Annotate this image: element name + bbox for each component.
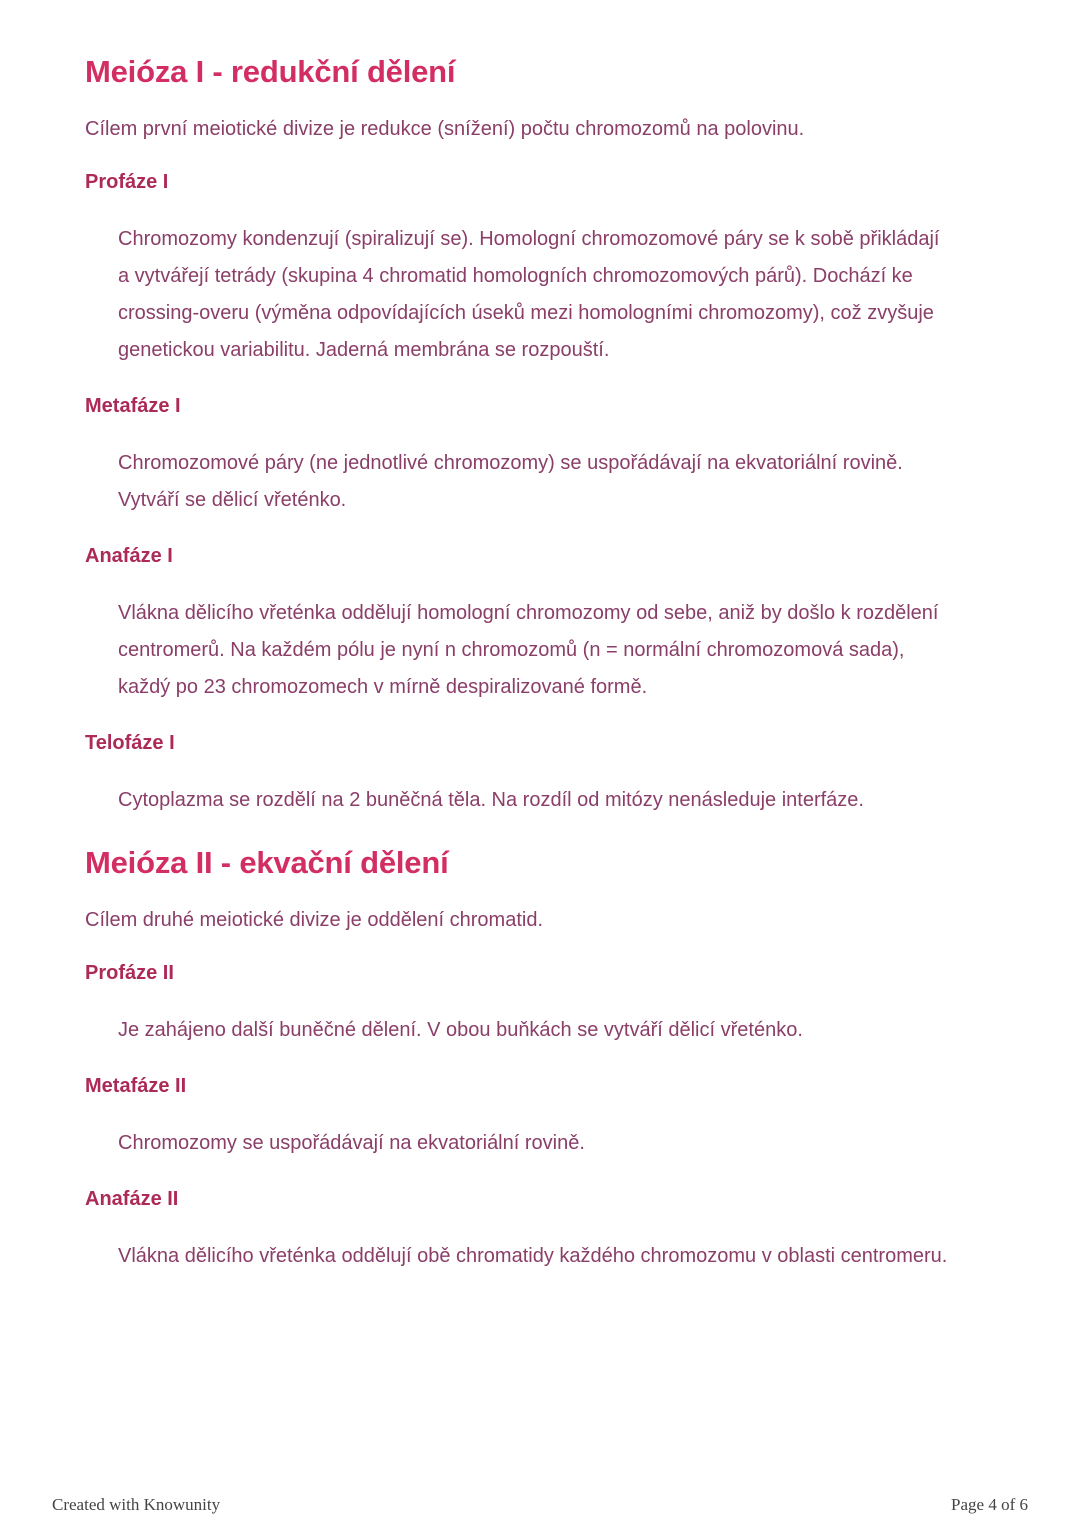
section-intro-meioza-1: Cílem první meiotické divize je redukce (snížení) počtu chromozomů na polovinu. bbox=[85, 118, 805, 140]
section-intro-meioza-2: Cílem druhé meiotické divize je oddělení chromatid. bbox=[85, 909, 543, 931]
phase-heading-metafaze-1: Metafáze I bbox=[85, 395, 181, 417]
page-footer bbox=[52, 1495, 1028, 1515]
section-meioza-1 bbox=[85, 52, 990, 819]
phase-heading-anafaze-1: Anafáze I bbox=[85, 545, 173, 567]
phase-text-metafaze-2: Chromozomy se uspořádávají na ekvatoriální rovině. bbox=[118, 1132, 585, 1154]
phase-text-anafaze-1: Vlákna dělicího vřeténka oddělují homologní chromozomy od sebe, aniž by došlo k rozdělení centromerů. Na každém pólu je nyní n chromozomů (n = normální chromozomová sada), každý po 23 chromozomech v mírně despiralizované formě. bbox=[118, 602, 939, 698]
phase-text-profaze-1: Chromozomy kondenzují (spiralizují se). Homologní chromozomové páry se k sobě přikládají a vytvářejí tetrády (skupina 4 chromatid homologních chromozomových párů). Dochází ke crossing-overu (výměna odpovídajících úseků mezi homologními chromozomy), což zvyšuje genetickou variabilitu. Jaderná membrána se rozpouští. bbox=[118, 228, 940, 361]
footer-page-number: Page 4 of 6 bbox=[951, 1495, 1028, 1514]
phase-text-anafaze-2: Vlákna dělicího vřeténka oddělují obě chromatidy každého chromozomu v oblasti centromeru. bbox=[118, 1245, 948, 1267]
phase-text-profaze-2: Je zahájeno další buněčné dělení. V obou buňkách se vytváří dělicí vřeténko. bbox=[118, 1019, 803, 1041]
phase-heading-profaze-2: Profáze II bbox=[85, 962, 174, 984]
phase-heading-metafaze-2: Metafáze II bbox=[85, 1075, 187, 1097]
footer-branding: Created with Knowunity bbox=[52, 1495, 221, 1514]
phase-text-metafaze-1: Chromozomové páry (ne jednotlivé chromozomy) se uspořádávají na ekvatoriální rovině. Vytváří se dělicí vřeténko. bbox=[118, 452, 903, 511]
phase-heading-anafaze-2: Anafáze II bbox=[85, 1188, 179, 1210]
phase-heading-profaze-1: Profáze I bbox=[85, 171, 169, 193]
section-title-meioza-2: Meióza II - ekvační dělení bbox=[85, 845, 449, 880]
section-title-meioza-1: Meióza I - redukční dělení bbox=[85, 54, 456, 89]
section-meioza-2 bbox=[85, 843, 990, 1275]
phase-text-telofaze-1: Cytoplazma se rozdělí na 2 buněčná těla. Na rozdíl od mitózy nenásleduje interfáze. bbox=[118, 789, 864, 811]
phase-heading-telofaze-1: Telofáze I bbox=[85, 732, 175, 754]
